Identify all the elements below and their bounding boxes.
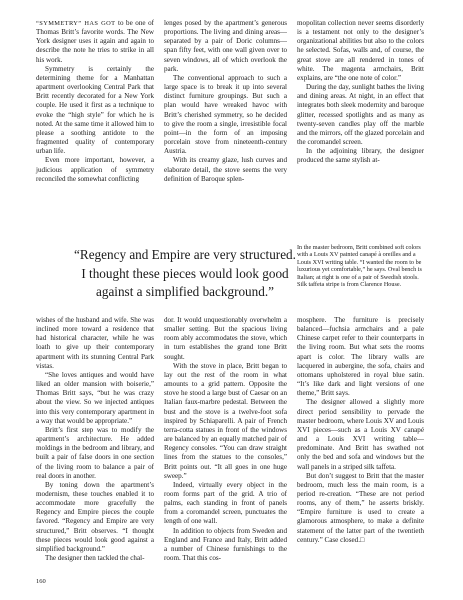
paragraph: In the adjoining library, the designer produced the same stylish at- bbox=[297, 147, 424, 165]
paragraph: With its creamy glaze, lush curves and elaborate detail, the stove seems the very definition of Baroque splen- bbox=[164, 156, 287, 183]
paragraph: mosphere. The furniture is precisely balanced—fuchsia armchairs and a pale Chinese carpet refer to their counterparts in the living room. But what sets the rooms apart is color. The library walls are lacquered in aubergine, the sofa, chairs and ottomans upholstered in royal blue satin. “It’s like dark and light versions of one theme,” Britt says. bbox=[297, 316, 424, 398]
paragraph: Britt’s first step was to modify the apartment’s architecture. He added moldings in the bedroom and library, and built a pair of false doors in one section of the living room to balance a pair of real doors in another. bbox=[36, 425, 154, 480]
paragraph: With the stove in place, Britt began to lay out the rest of the room in what amounts to a grid pattern. Opposite the stove he stood a large bust of Caesar on an Italian faux-marbre pedestal. Between the bust and the stove is a twelve-foot sofa inspired by Schiaparelli. A pair of French terra-cotta statues in front of the windows are balanced by an equally matched pair of Regency consoles. “You can draw straight lines from the statues to the consoles,” Britt points out. “It all goes in one huge sweep.” bbox=[164, 361, 287, 480]
page-number: 160 bbox=[36, 578, 46, 585]
paragraph: “SYMMETRY” HAS GOT to be one of Thomas Britt’s favorite words. The New York designer uses it again and again to describe the note he tries to strike in all his work. bbox=[36, 19, 154, 64]
paragraph: Indeed, virtually every object in the room forms part of the grid. A trio of palms, each standing in front of panels from a coromandel screen, punctuates the length of one wall. bbox=[164, 480, 287, 526]
paragraph: Symmetry is certainly the determining theme for a Manhattan apartment overlooking Central Park that Britt recently decorated for a New York couple. He used it first as a technique to evoke the “high style” for which he is noted. At the same time it allowed him to please a soothing antidote to the fragmented quality of contemporary urban life. bbox=[36, 64, 154, 156]
paragraph: dor. It would unquestionably overwhelm a smaller setting. But the spacious living room ably accommodates the stove, which in turn establishes the grand tone Britt sought. bbox=[164, 316, 287, 361]
lead-in-caps: “SYMMETRY” HAS GOT bbox=[36, 20, 116, 27]
paragraph: By toning down the apartment’s modernism, these touches enabled it to accommodate more gracefully the Regency and Empire pieces the couple favored. “Regency and Empire are very structured,” Britt observes. “I thought these pieces would look good against a simplified background.” bbox=[36, 480, 154, 553]
paragraph: In addition to objects from Sweden and England and France and Italy, Britt added a number of Chinese furnishings to the room. That this cos- bbox=[164, 526, 287, 563]
paragraph: The conventional approach to such a large space is to break it up into several distinct furniture groupings. But such a plan would have wreaked havoc with Britt’s cherished symmetry, so he decided to give the room a single, irresistible focal point—in the form of an imposing porcelain stove from nineteenth-century Austria. bbox=[164, 73, 287, 156]
column-1-top bbox=[36, 19, 154, 184]
paragraph: “She loves antiques and would have liked an older mansion with boiserie,” Thomas Britt says, “but he was crazy about the view. So we injected antiques into this very contemporary apartment in a way that would be appropriate.” bbox=[36, 370, 154, 425]
column-3-bottom bbox=[297, 316, 424, 545]
paragraph: Even more important, however, a judicious application of symmetry reconciled the somewhat conflicting bbox=[36, 156, 154, 183]
photo-caption: In the master bedroom, Britt combined soft colors with a Louis XV painted canapé à oreilles and a Louis XVI writing table. “I wanted the room to be luxurious yet comfortable,” he says. Oval bench is Italian; at right is one of a pair of Swedish stools. Silk taffeta stripe is from Clarence House. bbox=[297, 244, 422, 289]
paragraph: lenges posed by the apartment’s generous proportions. The living and dining areas—separated by a pair of Doric columns—span fifty feet, with one wall given over to seven windows, all of which overlook the park. bbox=[164, 19, 287, 73]
paragraph: wishes of the husband and wife. She was inclined more toward a residence that had historical character, while he was loath to give up their contemporary apartment with its stunning Central Park vistas. bbox=[36, 316, 154, 370]
paragraph: mopolitan collection never seems disorderly is a testament not only to the designer’s organizational abilities but also to the colors he selected. Sofas, walls and, of course, the great stove are all rendered in tones of white. The magenta armchairs, Britt explains, are “the one note of color.” bbox=[297, 19, 424, 82]
column-2-top bbox=[164, 19, 287, 184]
paragraph: But don’t suggest to Britt that the master bedroom, much less the main room, is a period re-creation. “These are not period rooms, any of them,” he asserts briskly. “Empire furniture is used to create a glamorous atmosphere, to make a definite statement of the latter part of the twentieth century.” Case closed.□ bbox=[297, 471, 424, 544]
column-3-top bbox=[297, 19, 424, 166]
paragraph: The designer allowed a slightly more direct period sensibility to pervade the master bedroom, where Louis XV and Louis XVI pieces—such as a Louis XV canapé and a Louis XVI writing table—predominate. And Britt has swathed not only the bed and sofa and windows but the wall panels in a striped silk taffeta. bbox=[297, 398, 424, 471]
column-2-bottom bbox=[164, 316, 287, 563]
end-mark: □ bbox=[359, 535, 365, 544]
column-1-bottom bbox=[36, 316, 154, 563]
paragraph: The designer then tackled the chal- bbox=[45, 554, 145, 563]
paragraph: During the day, sunlight bathes the living and dining areas. At night, in an effect that integrates both sleek modernity and baroque glitter, recessed spotlights and as many as twenty-seven candles play off the marble and the mirrors, off the glazed porcelain and the coromandel screen. bbox=[297, 83, 424, 147]
pull-quote: “Regency and Empire are very structured. I thought these pieces would look good against a simplified background.” bbox=[74, 247, 296, 299]
